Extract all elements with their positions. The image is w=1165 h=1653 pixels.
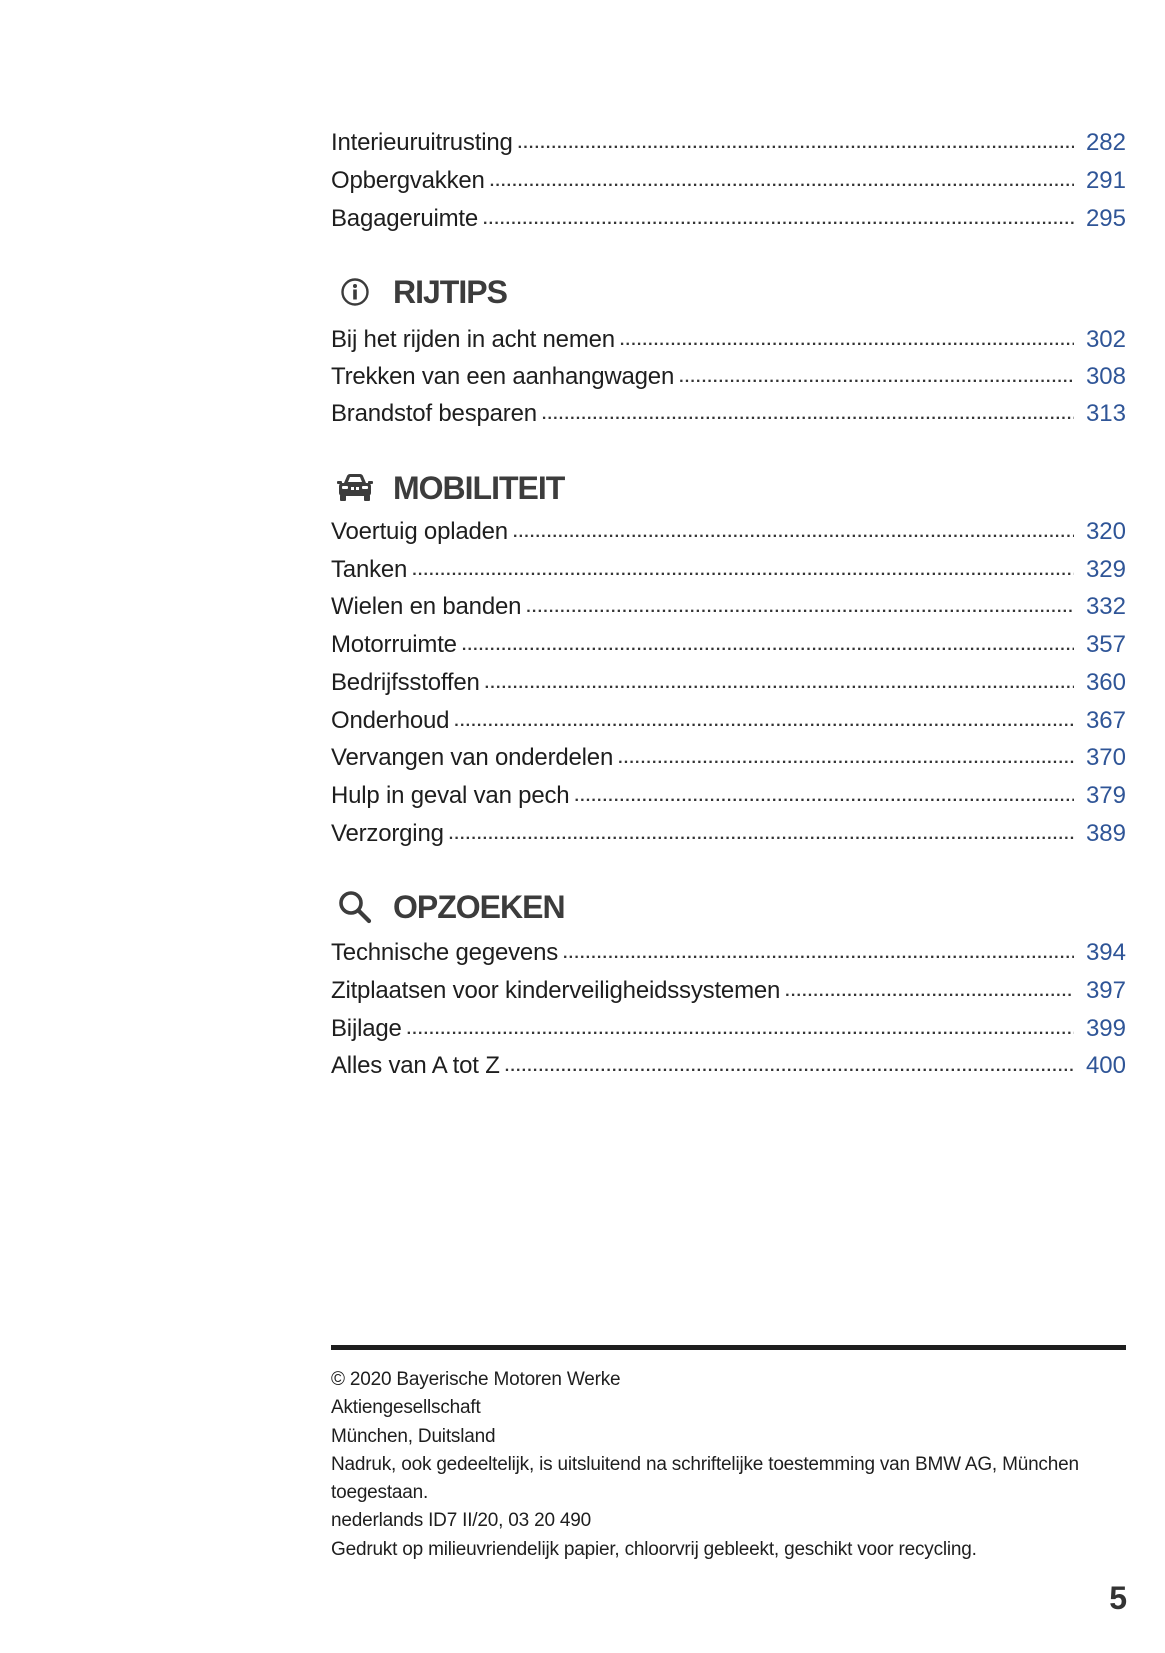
leader-dots — [490, 164, 1074, 198]
toc-entry[interactable] — [331, 628, 1126, 662]
toc-entry[interactable] — [331, 126, 1126, 160]
toc-entry[interactable] — [331, 590, 1126, 624]
toc-entry-title: Opbergvakken — [331, 167, 485, 194]
toc-entry-title: Alles van A tot Z — [331, 1052, 500, 1079]
toc-entry-page-link[interactable]: 308 — [1085, 363, 1126, 390]
toc-entry-title: Verzorging — [331, 820, 444, 847]
imprint — [331, 1366, 1131, 1564]
imprint-line: Gedrukt op milieuvriendelijk papier, chloorvrij gebleekt, geschikt voor recycling. — [331, 1538, 977, 1560]
toc-entry-title: Bagageruimte — [331, 205, 479, 232]
toc-entry[interactable] — [331, 397, 1126, 431]
leader-dots — [618, 741, 1074, 775]
toc-entry-title: Technische gegevens — [331, 939, 559, 966]
leader-dots — [574, 779, 1074, 813]
toc-entry-page-link[interactable]: 394 — [1085, 939, 1126, 966]
toc-entry-title: Motorruimte — [331, 631, 457, 658]
toc-entry-title: Bij het rijden in acht nemen — [331, 326, 615, 353]
leader-dots — [513, 515, 1074, 549]
car-icon — [336, 471, 374, 505]
toc-entry-title: Onderhoud — [331, 707, 450, 734]
leader-dots — [449, 817, 1074, 851]
toc-entry[interactable] — [331, 202, 1126, 236]
toc-entry[interactable] — [331, 817, 1126, 851]
toc-entry-page-link[interactable]: 370 — [1085, 744, 1126, 771]
toc-entry[interactable] — [331, 553, 1126, 587]
leader-dots — [407, 1012, 1074, 1046]
toc-entry-page-link[interactable]: 357 — [1085, 631, 1126, 658]
toc-entry[interactable] — [331, 974, 1126, 1008]
leader-dots — [483, 202, 1074, 236]
toc-entry-page-link[interactable]: 329 — [1085, 556, 1126, 583]
toc-entry-title: Brandstof besparen — [331, 400, 537, 427]
leader-dots — [679, 360, 1074, 394]
toc-entry[interactable] — [331, 1049, 1126, 1083]
toc-entry[interactable] — [331, 323, 1126, 357]
toc-entry[interactable] — [331, 360, 1126, 394]
footer-divider — [331, 1345, 1126, 1350]
leader-dots — [542, 397, 1074, 431]
leader-dots — [785, 974, 1074, 1008]
leader-dots — [485, 666, 1074, 700]
leader-dots — [620, 323, 1074, 357]
toc-entry-title: Bedrijfsstoffen — [331, 669, 480, 696]
toc-entry-page-link[interactable]: 291 — [1085, 167, 1126, 194]
imprint-line: Aktiengesellschaft — [331, 1397, 481, 1419]
toc-entry[interactable] — [331, 164, 1126, 198]
toc-entry[interactable] — [331, 704, 1126, 738]
toc-entry-page-link[interactable]: 295 — [1085, 205, 1126, 232]
toc-entry[interactable] — [331, 779, 1126, 813]
leader-dots — [563, 936, 1074, 970]
section-title: OPZOEKEN — [393, 888, 565, 925]
section-title: MOBILITEIT — [393, 469, 565, 506]
toc-entry-page-link[interactable]: 302 — [1085, 326, 1126, 353]
toc-entry-title: Hulp in geval van pech — [331, 782, 570, 809]
toc-entry-page-link[interactable]: 367 — [1085, 707, 1126, 734]
imprint-line: nederlands ID7 II/20, 03 20 490 — [331, 1510, 591, 1532]
toc-entry-title: Bijlage — [331, 1015, 402, 1042]
leader-dots — [412, 553, 1074, 587]
page-number: 5 — [1109, 1580, 1127, 1616]
toc-entry-title: Interieuruitrusting — [331, 129, 513, 156]
leader-dots — [526, 590, 1074, 624]
toc-entry-page-link[interactable]: 360 — [1085, 669, 1126, 696]
toc-entry-title: Trekken van een aanhangwagen — [331, 363, 675, 390]
imprint-line: München, Duitsland — [331, 1425, 496, 1447]
info-icon — [336, 275, 374, 309]
section-title: RIJTIPS — [393, 273, 507, 310]
toc-entry[interactable] — [331, 741, 1126, 775]
toc-entry-page-link[interactable]: 400 — [1085, 1052, 1126, 1079]
leader-dots — [454, 704, 1074, 738]
toc-entry[interactable] — [331, 1012, 1126, 1046]
toc-entry-title: Tanken — [331, 556, 408, 583]
toc-entry-title: Voertuig opladen — [331, 518, 508, 545]
imprint-line: Nadruk, ook gedeeltelijk, is uitsluitend na schriftelijke toestemming van BMW AG, München — [331, 1453, 1079, 1475]
toc-entry-page-link[interactable]: 320 — [1085, 518, 1126, 545]
toc-entry-page-link[interactable]: 379 — [1085, 782, 1126, 809]
leader-dots — [462, 628, 1074, 662]
imprint-line: © 2020 Bayerische Motoren Werke — [331, 1369, 621, 1390]
toc-entry-page-link[interactable]: 389 — [1085, 820, 1126, 847]
toc-entry-title: Vervangen van onderdelen — [331, 744, 614, 771]
toc-entry-title: Wielen en banden — [331, 593, 522, 620]
search-icon — [336, 890, 374, 924]
leader-dots — [518, 126, 1074, 160]
toc-entry[interactable] — [331, 666, 1126, 700]
imprint-line: toegestaan. — [331, 1482, 429, 1504]
toc-entry-page-link[interactable]: 282 — [1085, 129, 1126, 156]
toc-entry[interactable] — [331, 936, 1126, 970]
toc-entry-page-link[interactable]: 399 — [1085, 1015, 1126, 1042]
toc-entry-page-link[interactable]: 313 — [1085, 400, 1126, 427]
toc-entry-page-link[interactable]: 397 — [1085, 977, 1126, 1004]
toc-entry[interactable] — [331, 515, 1126, 549]
toc-entry-title: Zitplaatsen voor kinderveiligheidssystemen — [331, 977, 781, 1004]
toc-entry-page-link[interactable]: 332 — [1085, 593, 1126, 620]
leader-dots — [505, 1049, 1074, 1083]
